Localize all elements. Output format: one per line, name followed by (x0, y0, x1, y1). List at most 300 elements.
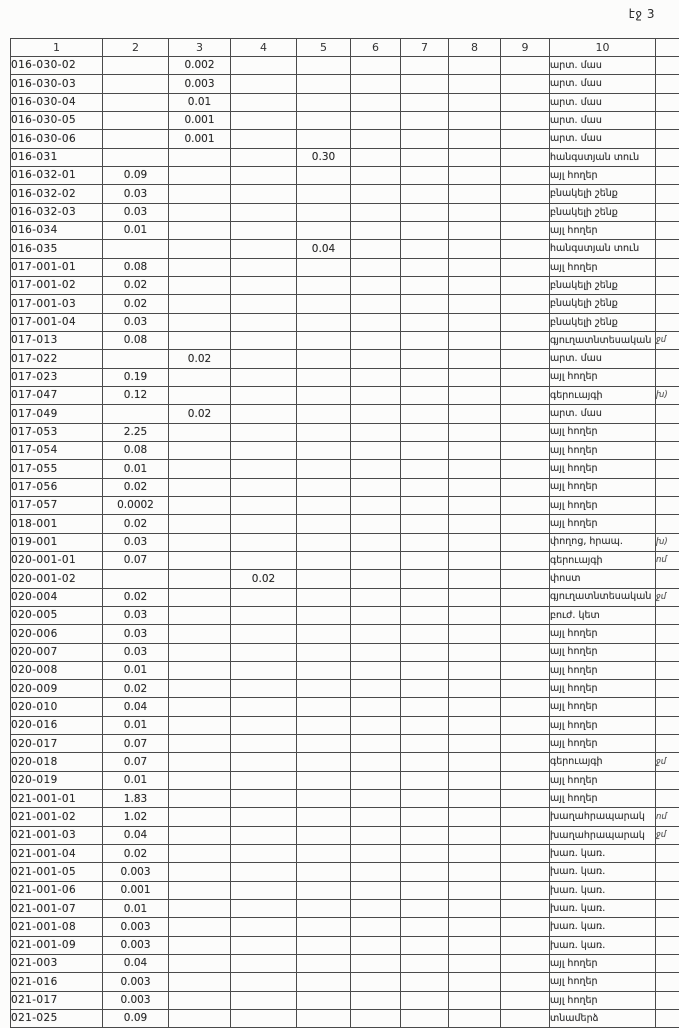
cell-col2-value: 0.01 (103, 221, 169, 239)
cell-col2-value: 0.03 (103, 203, 169, 221)
cell-col4-value (231, 826, 297, 844)
margin-note (656, 936, 679, 954)
cell-col5-value (297, 295, 351, 313)
cell-col7-value (401, 735, 449, 753)
cell-col4-value (231, 75, 297, 93)
cell-col5-value (297, 93, 351, 111)
cell-col3-value (169, 881, 231, 899)
table-row (11, 918, 679, 936)
cell-col9-value (501, 423, 550, 441)
cell-col8-value (449, 276, 501, 294)
table-row (11, 753, 679, 771)
cell-col8-value (449, 240, 501, 258)
cell-col3-value (169, 973, 231, 991)
cell-col3-value (169, 185, 231, 203)
cell-land-use: այլ հողեր (550, 478, 656, 496)
cell-parcel-code: 021-001-04 (11, 845, 103, 863)
cell-parcel-code: 020-018 (11, 753, 103, 771)
cell-col4-value (231, 790, 297, 808)
cell-col6-value (351, 386, 401, 404)
cell-col4-value (231, 111, 297, 129)
cell-col4-value (231, 166, 297, 184)
cell-col9-value (501, 460, 550, 478)
cell-parcel-code: 020-009 (11, 680, 103, 698)
cell-col2-value: 1.83 (103, 790, 169, 808)
cell-col9-value (501, 606, 550, 624)
table-row (11, 496, 679, 514)
table-row (11, 368, 679, 386)
cell-col8-value (449, 405, 501, 423)
cell-col8-value (449, 881, 501, 899)
cell-col5-value (297, 460, 351, 478)
table-row (11, 75, 679, 93)
cell-col2-value (103, 57, 169, 75)
cell-land-use: գյուղատնտեսական (550, 588, 656, 606)
cell-col3-value (169, 698, 231, 716)
table-row (11, 973, 679, 991)
cell-col7-value (401, 405, 449, 423)
cell-land-use: արտ. մաս (550, 75, 656, 93)
cell-col9-value (501, 551, 550, 569)
cell-col5-value (297, 570, 351, 588)
cell-col3-value (169, 606, 231, 624)
cell-col6-value (351, 881, 401, 899)
cell-col6-value (351, 661, 401, 679)
cell-col7-value (401, 533, 449, 551)
cell-col8-value (449, 570, 501, 588)
cell-col4-value (231, 606, 297, 624)
cell-land-use: արտ. մաս (550, 350, 656, 368)
cell-col8-value (449, 661, 501, 679)
cell-col5-value (297, 735, 351, 753)
cell-col7-value (401, 661, 449, 679)
margin-note (656, 790, 679, 808)
cell-col5-value (297, 331, 351, 349)
cell-col9-value (501, 148, 550, 166)
cell-col8-value (449, 680, 501, 698)
cell-col7-value (401, 991, 449, 1009)
cell-col4-value (231, 221, 297, 239)
cell-col3-value: 0.01 (169, 93, 231, 111)
cell-col7-value (401, 258, 449, 276)
cell-land-use: այլ հողեր (550, 661, 656, 679)
cell-col9-value (501, 478, 550, 496)
cell-parcel-code: 016-030-06 (11, 130, 103, 148)
cell-col6-value (351, 166, 401, 184)
cell-land-use: այլ հողեր (550, 771, 656, 789)
margin-note (656, 625, 679, 643)
cell-col8-value (449, 991, 501, 1009)
cell-parcel-code: 021-001-08 (11, 918, 103, 936)
cell-col3-value (169, 570, 231, 588)
cell-parcel-code: 017-055 (11, 460, 103, 478)
table-row (11, 1010, 679, 1028)
cell-col5-value (297, 790, 351, 808)
page-number-label: էջ 3 (629, 7, 655, 21)
cell-col9-value (501, 991, 550, 1009)
cell-col5-value (297, 313, 351, 331)
cell-land-use: արտ. մաս (550, 111, 656, 129)
margin-note (656, 680, 679, 698)
cell-col7-value (401, 130, 449, 148)
cell-col6-value (351, 203, 401, 221)
cell-col2-value: 0.04 (103, 698, 169, 716)
cell-col5-value (297, 661, 351, 679)
table-row (11, 826, 679, 844)
cell-col8-value (449, 808, 501, 826)
margin-note (656, 240, 679, 258)
cell-col3-value (169, 331, 231, 349)
cell-land-use: գերուայգի (550, 386, 656, 404)
cell-col2-value: 0.08 (103, 331, 169, 349)
column-header-8: 8 (449, 39, 501, 57)
margin-note (656, 496, 679, 514)
cell-parcel-code: 016-032-01 (11, 166, 103, 184)
cell-col9-value (501, 570, 550, 588)
cell-col4-value (231, 515, 297, 533)
cell-col9-value (501, 680, 550, 698)
cell-col4-value (231, 698, 297, 716)
cell-parcel-code: 020-006 (11, 625, 103, 643)
table-row (11, 845, 679, 863)
cell-col6-value (351, 900, 401, 918)
cadastre-table (10, 38, 679, 1028)
cell-col7-value (401, 900, 449, 918)
margin-note: ջմ (656, 826, 679, 844)
cell-parcel-code: 016-030-04 (11, 93, 103, 111)
cell-parcel-code: 021-016 (11, 973, 103, 991)
margin-note (656, 570, 679, 588)
cell-land-use: բուժ. կետ (550, 606, 656, 624)
cell-col7-value (401, 845, 449, 863)
cell-col8-value (449, 496, 501, 514)
cell-parcel-code: 017-047 (11, 386, 103, 404)
table-row (11, 533, 679, 551)
cell-col9-value (501, 386, 550, 404)
cell-col4-value (231, 991, 297, 1009)
table-row (11, 221, 679, 239)
cell-col3-value (169, 166, 231, 184)
cell-col7-value (401, 1010, 449, 1028)
cell-land-use: այլ հողեր (550, 735, 656, 753)
cell-col9-value (501, 863, 550, 881)
cell-parcel-code: 017-022 (11, 350, 103, 368)
cell-col5-value (297, 533, 351, 551)
cell-land-use: խառ. կառ. (550, 918, 656, 936)
cell-parcel-code: 020-004 (11, 588, 103, 606)
cell-col9-value (501, 918, 550, 936)
cell-col4-value (231, 955, 297, 973)
cell-parcel-code: 017-049 (11, 405, 103, 423)
cell-col5-value (297, 900, 351, 918)
margin-note (656, 368, 679, 386)
cell-col8-value (449, 111, 501, 129)
table-row (11, 111, 679, 129)
cell-col5-value (297, 973, 351, 991)
margin-note (656, 130, 679, 148)
cell-col4-value (231, 386, 297, 404)
cell-land-use: այլ հողեր (550, 625, 656, 643)
cell-col2-value: 0.03 (103, 625, 169, 643)
margin-note (656, 515, 679, 533)
cell-col8-value (449, 588, 501, 606)
cell-col3-value (169, 460, 231, 478)
cell-col8-value (449, 185, 501, 203)
cell-col6-value (351, 753, 401, 771)
cell-col4-value (231, 771, 297, 789)
cell-col6-value (351, 826, 401, 844)
table-row (11, 166, 679, 184)
cell-col3-value (169, 863, 231, 881)
table-row (11, 478, 679, 496)
cell-col4-value (231, 845, 297, 863)
cell-parcel-code: 021-001-09 (11, 936, 103, 954)
margin-note (656, 661, 679, 679)
cell-col4-value (231, 1010, 297, 1028)
cell-col4-value (231, 258, 297, 276)
table-row (11, 276, 679, 294)
cell-col8-value (449, 863, 501, 881)
cell-col8-value (449, 533, 501, 551)
cell-col6-value (351, 606, 401, 624)
cell-col7-value (401, 386, 449, 404)
cell-col7-value (401, 808, 449, 826)
margin-note: ոմ (656, 808, 679, 826)
cell-land-use: բնակելի շենք (550, 313, 656, 331)
cell-col4-value (231, 313, 297, 331)
cell-land-use: այլ հողեր (550, 698, 656, 716)
table-row (11, 93, 679, 111)
cell-col2-value: 0.09 (103, 166, 169, 184)
cell-col4-value (231, 185, 297, 203)
cell-land-use: այլ հողեր (550, 166, 656, 184)
cell-col5-value (297, 698, 351, 716)
cell-col4-value: 0.02 (231, 570, 297, 588)
cell-col2-value: 0.03 (103, 533, 169, 551)
cell-land-use: այլ հողեր (550, 496, 656, 514)
cell-col9-value (501, 185, 550, 203)
cell-land-use: այլ հողեր (550, 515, 656, 533)
cell-col5-value (297, 166, 351, 184)
cell-col7-value (401, 826, 449, 844)
table-row (11, 716, 679, 734)
cell-col4-value (231, 405, 297, 423)
cell-col7-value (401, 313, 449, 331)
cell-col5-value (297, 753, 351, 771)
cell-col6-value (351, 588, 401, 606)
table-row (11, 130, 679, 148)
cell-parcel-code: 020-008 (11, 661, 103, 679)
cell-col5-value (297, 478, 351, 496)
cell-col9-value (501, 111, 550, 129)
table-row (11, 680, 679, 698)
column-header-4: 4 (231, 39, 297, 57)
cell-col6-value (351, 240, 401, 258)
cell-col5-value (297, 130, 351, 148)
cell-col3-value (169, 478, 231, 496)
column-header-1: 1 (11, 39, 103, 57)
cell-parcel-code: 020-016 (11, 716, 103, 734)
cell-land-use: այլ հողեր (550, 643, 656, 661)
cell-col3-value: 0.003 (169, 75, 231, 93)
margin-note (656, 423, 679, 441)
table-row (11, 185, 679, 203)
cell-col5-value (297, 918, 351, 936)
cell-land-use: խաղահրապարակ (550, 826, 656, 844)
cell-col6-value (351, 790, 401, 808)
cell-col7-value (401, 93, 449, 111)
table-row (11, 771, 679, 789)
cell-col8-value (449, 57, 501, 75)
cell-col5-value (297, 221, 351, 239)
margin-note (656, 276, 679, 294)
cell-col6-value (351, 75, 401, 93)
margin-note (656, 643, 679, 661)
cell-parcel-code: 021-001-01 (11, 790, 103, 808)
cell-col2-value: 0.01 (103, 771, 169, 789)
table-row (11, 240, 679, 258)
table-row (11, 955, 679, 973)
cell-col4-value (231, 478, 297, 496)
cell-col2-value: 0.07 (103, 735, 169, 753)
table-row (11, 441, 679, 459)
cell-col7-value (401, 478, 449, 496)
cell-col6-value (351, 991, 401, 1009)
cell-col4-value (231, 130, 297, 148)
cell-parcel-code: 021-003 (11, 955, 103, 973)
cell-col9-value (501, 790, 550, 808)
cell-col2-value: 0.01 (103, 900, 169, 918)
cell-col7-value (401, 918, 449, 936)
cell-col3-value: 0.001 (169, 111, 231, 129)
cell-parcel-code: 017-023 (11, 368, 103, 386)
cell-col9-value (501, 826, 550, 844)
cell-col6-value (351, 185, 401, 203)
cell-col3-value (169, 221, 231, 239)
cell-col7-value (401, 111, 449, 129)
margin-note (656, 258, 679, 276)
cell-col8-value (449, 203, 501, 221)
table-row (11, 936, 679, 954)
cell-col5-value (297, 625, 351, 643)
cell-col2-value: 0.003 (103, 918, 169, 936)
cell-col8-value (449, 295, 501, 313)
cell-col4-value (231, 588, 297, 606)
cell-col7-value (401, 185, 449, 203)
cell-col5-value (297, 185, 351, 203)
column-header-3: 3 (169, 39, 231, 57)
margin-note: ոմ (656, 551, 679, 569)
cell-col7-value (401, 331, 449, 349)
cell-parcel-code: 016-032-03 (11, 203, 103, 221)
cell-col4-value (231, 148, 297, 166)
cell-col6-value (351, 295, 401, 313)
cell-col2-value (103, 111, 169, 129)
margin-note (656, 93, 679, 111)
cell-col3-value (169, 753, 231, 771)
cell-land-use: խառ. կառ. (550, 845, 656, 863)
margin-note (656, 111, 679, 129)
cell-col9-value (501, 368, 550, 386)
margin-note (656, 148, 679, 166)
margin-note (656, 478, 679, 496)
cell-col7-value (401, 441, 449, 459)
cell-col4-value (231, 240, 297, 258)
cell-col8-value (449, 606, 501, 624)
cell-col4-value (231, 203, 297, 221)
cell-col7-value (401, 643, 449, 661)
margin-note (656, 405, 679, 423)
cell-col8-value (449, 515, 501, 533)
cell-col9-value (501, 75, 550, 93)
cell-col5-value (297, 643, 351, 661)
cell-col9-value (501, 643, 550, 661)
cell-col3-value (169, 643, 231, 661)
cell-col8-value (449, 221, 501, 239)
cell-parcel-code: 020-007 (11, 643, 103, 661)
cell-col5-value (297, 386, 351, 404)
cell-col9-value (501, 405, 550, 423)
cell-parcel-code: 016-032-02 (11, 185, 103, 203)
cell-parcel-code: 021-001-03 (11, 826, 103, 844)
cell-col7-value (401, 570, 449, 588)
cell-col2-value: 0.03 (103, 643, 169, 661)
cell-col8-value (449, 790, 501, 808)
cell-col5-value (297, 936, 351, 954)
margin-note (656, 881, 679, 899)
cell-col2-value: 0.07 (103, 551, 169, 569)
cell-col2-value: 0.02 (103, 276, 169, 294)
cell-col8-value (449, 973, 501, 991)
cell-col2-value: 2.25 (103, 423, 169, 441)
cell-col8-value (449, 936, 501, 954)
cell-col6-value (351, 441, 401, 459)
cell-col7-value (401, 515, 449, 533)
cell-land-use: արտ. մաս (550, 130, 656, 148)
cell-col2-value (103, 148, 169, 166)
cell-parcel-code: 021-017 (11, 991, 103, 1009)
cell-col4-value (231, 460, 297, 478)
cell-col2-value: 0.003 (103, 973, 169, 991)
cell-col3-value (169, 313, 231, 331)
table-row (11, 460, 679, 478)
cell-col7-value (401, 588, 449, 606)
cell-col3-value (169, 258, 231, 276)
cell-col2-value (103, 130, 169, 148)
cell-col4-value (231, 900, 297, 918)
cell-land-use: այլ հողեր (550, 955, 656, 973)
cell-col4-value (231, 57, 297, 75)
cell-col8-value (449, 313, 501, 331)
cell-col3-value: 0.02 (169, 405, 231, 423)
cell-land-use: արտ. մաս (550, 57, 656, 75)
cell-col9-value (501, 1010, 550, 1028)
margin-note (656, 955, 679, 973)
cell-col3-value (169, 771, 231, 789)
cell-col4-value (231, 276, 297, 294)
cell-col6-value (351, 331, 401, 349)
cell-col5-value (297, 111, 351, 129)
cell-parcel-code: 017-001-02 (11, 276, 103, 294)
cell-land-use: բնակելի շենք (550, 276, 656, 294)
cell-col2-value: 0.01 (103, 661, 169, 679)
cell-col6-value (351, 533, 401, 551)
cell-parcel-code: 019-001 (11, 533, 103, 551)
cell-col7-value (401, 698, 449, 716)
cell-col8-value (449, 918, 501, 936)
cell-col9-value (501, 698, 550, 716)
column-header-9: 9 (501, 39, 550, 57)
